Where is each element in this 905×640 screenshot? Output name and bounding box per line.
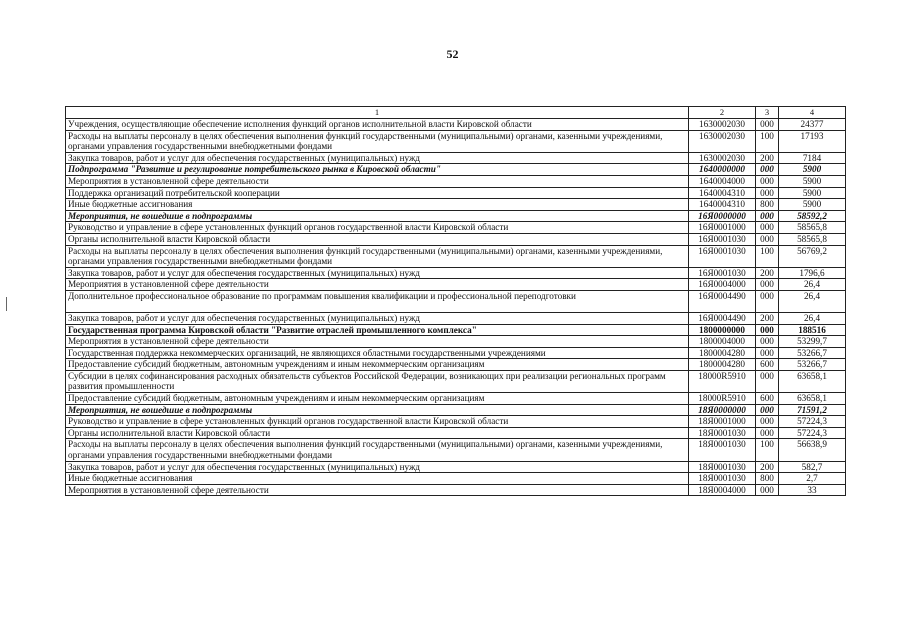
row-sum-cell: 56769,2 [779, 245, 846, 267]
row-type-cell: 200 [756, 152, 779, 164]
row-sum-cell: 58592,2 [779, 210, 846, 222]
table-row [66, 267, 846, 279]
row-name-cell: Расходы на выплаты персоналу в целях обеспечения выполнения функций государственными (муниципальными) органами, казенными учреждениями, органами управления государственными внебюджетными фондами [66, 245, 689, 267]
row-name-cell: Мероприятия в установленной сфере деятельности [66, 484, 689, 496]
header-cell: 1 [66, 107, 689, 119]
row-code-cell: 18Я0001030 [689, 439, 756, 461]
row-sum-cell: 57224,3 [779, 416, 846, 428]
row-type-cell: 600 [756, 359, 779, 371]
row-sum-cell: 26,4 [779, 312, 846, 324]
row-name-cell: Дополнительное профессиональное образование по программам повышения квалификации и профессиональной переподготовки [66, 290, 689, 312]
row-type-cell: 200 [756, 267, 779, 279]
table-row [66, 484, 846, 496]
table-row [66, 245, 846, 267]
table-row [66, 187, 846, 199]
table-row [66, 336, 846, 348]
row-name-cell: Закупка товаров, работ и услуг для обеспечения государственных (муниципальных) нужд [66, 312, 689, 324]
row-code-cell: 1800004280 [689, 347, 756, 359]
row-sum-cell: 53266,7 [779, 347, 846, 359]
row-type-cell: 000 [756, 279, 779, 291]
header-cell: 2 [689, 107, 756, 119]
row-code-cell: 16Я0000000 [689, 210, 756, 222]
row-sum-cell: 17193 [779, 130, 846, 152]
row-code-cell: 18Я0001030 [689, 461, 756, 473]
row-sum-cell: 53266,7 [779, 359, 846, 371]
row-name-cell: Государственная поддержка некоммерческих организаций, не являющихся областными государственными учреждениями [66, 347, 689, 359]
row-name-cell: Поддержка организаций потребительской кооперации [66, 187, 689, 199]
table-row [66, 175, 846, 187]
row-type-cell: 000 [756, 404, 779, 416]
row-type-cell: 200 [756, 461, 779, 473]
row-type-cell: 200 [756, 312, 779, 324]
row-code-cell: 18Я0001000 [689, 416, 756, 428]
row-code-cell: 16Я0004490 [689, 290, 756, 312]
table-row [66, 347, 846, 359]
row-type-cell: 000 [756, 222, 779, 234]
row-sum-cell: 71591,2 [779, 404, 846, 416]
table-row [66, 393, 846, 405]
row-sum-cell: 33 [779, 484, 846, 496]
row-sum-cell: 57224,3 [779, 427, 846, 439]
row-name-cell: Мероприятия в установленной сфере деятельности [66, 279, 689, 291]
table-row [66, 473, 846, 485]
row-type-cell: 000 [756, 290, 779, 312]
row-name-cell: Расходы на выплаты персоналу в целях обеспечения выполнения функций государственными (муниципальными) органами, казенными учреждениями, органами управления государственными внебюджетными фондами [66, 130, 689, 152]
row-name-cell: Субсидии в целях софинансирования расходных обязательств субъектов Российской Федерации, возникающих при реализации региональных программ развития промышленности [66, 370, 689, 392]
row-type-cell: 800 [756, 473, 779, 485]
table-row [66, 222, 846, 234]
row-name-cell: Подпрограмма "Развитие и регулирование потребительского рынка в Кировской области" [66, 164, 689, 176]
row-type-cell: 600 [756, 393, 779, 405]
row-code-cell: 1640004310 [689, 187, 756, 199]
row-code-cell: 18Я0004000 [689, 484, 756, 496]
row-sum-cell: 1796,6 [779, 267, 846, 279]
budget-table [65, 106, 846, 496]
row-sum-cell: 58565,8 [779, 233, 846, 245]
row-name-cell: Руководство и управление в сфере установленных функций органов государственной власти Кировской области [66, 222, 689, 234]
row-sum-cell: 63658,1 [779, 370, 846, 392]
row-code-cell: 18Я0000000 [689, 404, 756, 416]
row-name-cell: Закупка товаров, работ и услуг для обеспечения государственных (муниципальных) нужд [66, 152, 689, 164]
table-row [66, 130, 846, 152]
row-sum-cell: 63658,1 [779, 393, 846, 405]
row-sum-cell: 5900 [779, 187, 846, 199]
table-row [66, 312, 846, 324]
row-name-cell: Органы исполнительной власти Кировской области [66, 233, 689, 245]
row-type-cell: 000 [756, 324, 779, 336]
row-sum-cell: 188516 [779, 324, 846, 336]
row-name-cell: Предоставление субсидий бюджетным, автономным учреждениям и иным некоммерческим организациям [66, 359, 689, 371]
row-name-cell: Мероприятия, не вошедшие в подпрограммы [66, 210, 689, 222]
table-row [66, 427, 846, 439]
row-code-cell: 1800000000 [689, 324, 756, 336]
table-header-row [66, 107, 846, 119]
row-code-cell: 16Я0004000 [689, 279, 756, 291]
row-code-cell: 18Я0001030 [689, 427, 756, 439]
row-code-cell: 1640004000 [689, 175, 756, 187]
header-cell: 3 [756, 107, 779, 119]
row-code-cell: 1630002030 [689, 152, 756, 164]
row-type-cell: 000 [756, 427, 779, 439]
row-type-cell: 100 [756, 245, 779, 267]
row-type-cell: 000 [756, 187, 779, 199]
row-type-cell: 000 [756, 175, 779, 187]
row-code-cell: 1640000000 [689, 164, 756, 176]
budget-table-body [66, 107, 846, 496]
table-row [66, 119, 846, 131]
row-code-cell: 16Я0001030 [689, 245, 756, 267]
table-row [66, 210, 846, 222]
table-row [66, 233, 846, 245]
table-row [66, 324, 846, 336]
row-name-cell: Мероприятия в установленной сфере деятельности [66, 175, 689, 187]
row-code-cell: 1640004310 [689, 199, 756, 211]
row-name-cell: Закупка товаров, работ и услуг для обеспечения государственных (муниципальных) нужд [66, 461, 689, 473]
table-row [66, 416, 846, 428]
row-sum-cell: 5900 [779, 164, 846, 176]
row-name-cell: Иные бюджетные ассигнования [66, 199, 689, 211]
row-type-cell: 000 [756, 233, 779, 245]
row-type-cell: 000 [756, 336, 779, 348]
row-sum-cell: 26,4 [779, 290, 846, 312]
table-row [66, 370, 846, 392]
row-code-cell: 16Я0001030 [689, 267, 756, 279]
row-sum-cell: 5900 [779, 199, 846, 211]
row-name-cell: Закупка товаров, работ и услуг для обеспечения государственных (муниципальных) нужд [66, 267, 689, 279]
table-row [66, 279, 846, 291]
row-code-cell: 18000R5910 [689, 393, 756, 405]
row-name-cell: Расходы на выплаты персоналу в целях обеспечения выполнения функций государственными (муниципальными) органами, казенными учреждениями, органами управления государственными внебюджетными фондами [66, 439, 689, 461]
row-type-cell: 800 [756, 199, 779, 211]
row-name-cell: Мероприятия в установленной сфере деятельности [66, 336, 689, 348]
row-sum-cell: 2,7 [779, 473, 846, 485]
row-sum-cell: 7184 [779, 152, 846, 164]
row-sum-cell: 58565,8 [779, 222, 846, 234]
table-row [66, 439, 846, 461]
row-type-cell: 100 [756, 130, 779, 152]
row-name-cell: Государственная программа Кировской области "Развитие отраслей промышленного комплекса" [66, 324, 689, 336]
row-name-cell: Органы исполнительной власти Кировской области [66, 427, 689, 439]
row-code-cell: 16Я0004490 [689, 312, 756, 324]
row-type-cell: 000 [756, 164, 779, 176]
page-number: 52 [446, 47, 459, 61]
row-type-cell: 000 [756, 370, 779, 392]
row-type-cell: 000 [756, 484, 779, 496]
row-code-cell: 1800004000 [689, 336, 756, 348]
row-sum-cell: 56638,9 [779, 439, 846, 461]
row-code-cell: 1800004280 [689, 359, 756, 371]
table-row [66, 359, 846, 371]
row-type-cell: 000 [756, 416, 779, 428]
row-sum-cell: 26,4 [779, 279, 846, 291]
row-sum-cell: 582,7 [779, 461, 846, 473]
row-name-cell: Учреждения, осуществляющие обеспечение исполнения функций органов исполнительной власти Кировской области [66, 119, 689, 131]
row-sum-cell: 5900 [779, 175, 846, 187]
row-code-cell: 1630002030 [689, 119, 756, 131]
table-row [66, 152, 846, 164]
table-row [66, 164, 846, 176]
row-type-cell: 000 [756, 210, 779, 222]
row-code-cell: 18Я0001030 [689, 473, 756, 485]
header-cell: 4 [779, 107, 846, 119]
row-code-cell: 16Я0001030 [689, 233, 756, 245]
margin-mark [6, 297, 7, 311]
row-code-cell: 18000R5910 [689, 370, 756, 392]
row-type-cell: 000 [756, 119, 779, 131]
row-name-cell: Руководство и управление в сфере установленных функций органов государственной власти Кировской области [66, 416, 689, 428]
row-type-cell: 000 [756, 347, 779, 359]
row-name-cell: Мероприятия, не вошедшие в подпрограммы [66, 404, 689, 416]
table-row [66, 404, 846, 416]
row-name-cell: Иные бюджетные ассигнования [66, 473, 689, 485]
row-sum-cell: 24377 [779, 119, 846, 131]
row-sum-cell: 53299,7 [779, 336, 846, 348]
table-row [66, 290, 846, 312]
row-code-cell: 1630002030 [689, 130, 756, 152]
row-name-cell: Предоставление субсидий бюджетным, автономным учреждениям и иным некоммерческим организациям [66, 393, 689, 405]
row-type-cell: 100 [756, 439, 779, 461]
table-row [66, 199, 846, 211]
table-row [66, 461, 846, 473]
row-code-cell: 16Я0001000 [689, 222, 756, 234]
